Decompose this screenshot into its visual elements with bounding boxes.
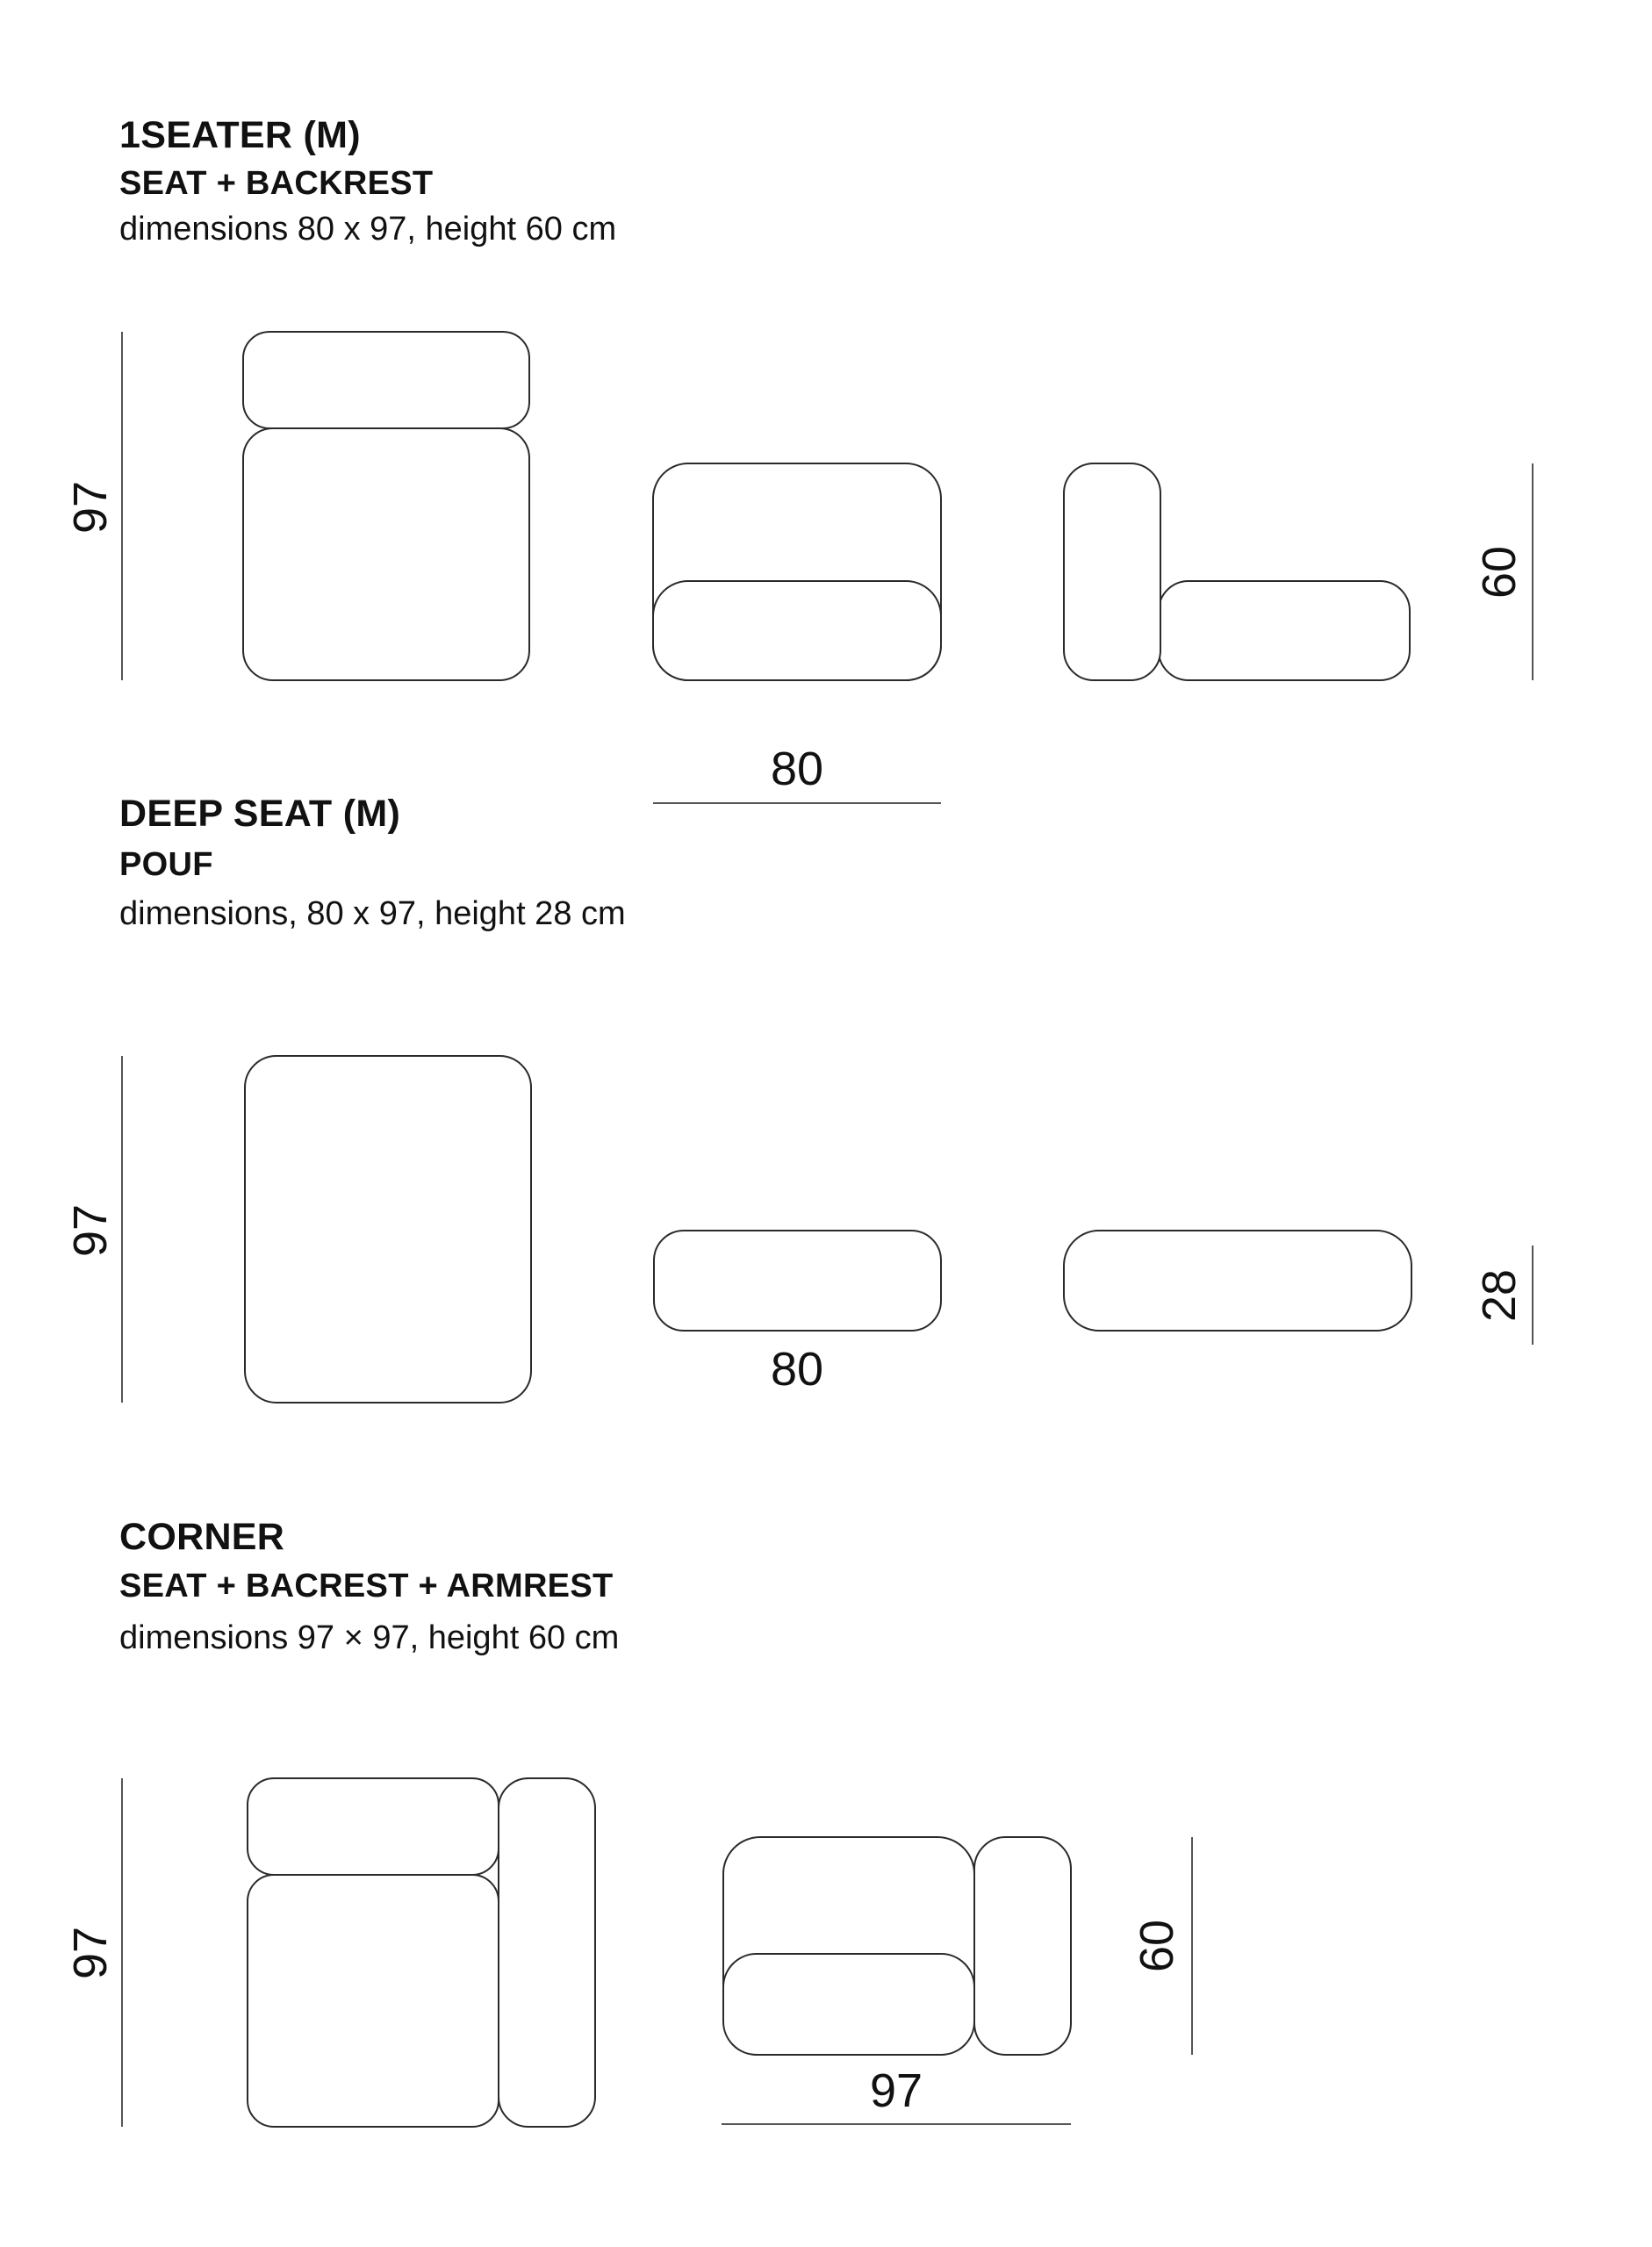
section-2-subtitle: POUF	[119, 846, 213, 883]
side-view	[1064, 463, 1410, 680]
depth-dimension-label: 97	[64, 1203, 117, 1258]
section-2-title: DEEP SEAT (M)	[119, 793, 401, 835]
width-dimension-label: 80	[770, 743, 824, 795]
section-2-description: dimensions, 80 x 97, height 28 cm	[119, 895, 626, 932]
width-dimension-label: 97	[869, 2064, 923, 2117]
seat-front-view	[723, 1954, 974, 2055]
depth-dimension-label: 97	[64, 480, 117, 535]
section-1-title: 1SEATER (M)	[119, 114, 361, 156]
height-dimension-label: 28	[1473, 1268, 1526, 1323]
section-1-drawings	[64, 332, 1533, 803]
seat-front-view	[653, 581, 941, 680]
section-1-description: dimensions 80 x 97, height 60 cm	[119, 211, 617, 248]
front-view	[653, 463, 941, 680]
pouf-top-view	[245, 1056, 531, 1403]
armrest-front-view	[974, 1837, 1071, 2055]
depth-dimension-label: 97	[64, 1926, 117, 1980]
backrest-top-view	[243, 332, 529, 428]
height-dimension-label: 60	[1131, 1919, 1183, 1973]
height-dimension-label: 60	[1473, 545, 1526, 599]
seat-top-view	[248, 1875, 499, 2127]
section-2-drawings	[64, 1056, 1533, 1403]
section-3-description: dimensions 97 × 97, height 60 cm	[119, 1619, 620, 1656]
section-3-drawings	[64, 1778, 1192, 2127]
front-view	[723, 1837, 1071, 2055]
width-dimension-label: 80	[770, 1343, 824, 1396]
pouf-side-view	[1064, 1231, 1411, 1331]
top-view	[248, 1778, 595, 2127]
section-3-subtitle: SEAT + BACREST + ARMREST	[119, 1568, 614, 1604]
section-3-title: CORNER	[119, 1516, 285, 1558]
pouf-front-view	[654, 1231, 941, 1331]
backrest-side-view	[1064, 463, 1160, 680]
armrest-top-view	[499, 1778, 595, 2127]
seat-top-view	[243, 428, 529, 680]
top-view	[243, 332, 529, 680]
backrest-top-view	[248, 1778, 499, 1875]
seat-side-view	[1159, 581, 1410, 680]
section-1-subtitle: SEAT + BACKREST	[119, 165, 434, 202]
